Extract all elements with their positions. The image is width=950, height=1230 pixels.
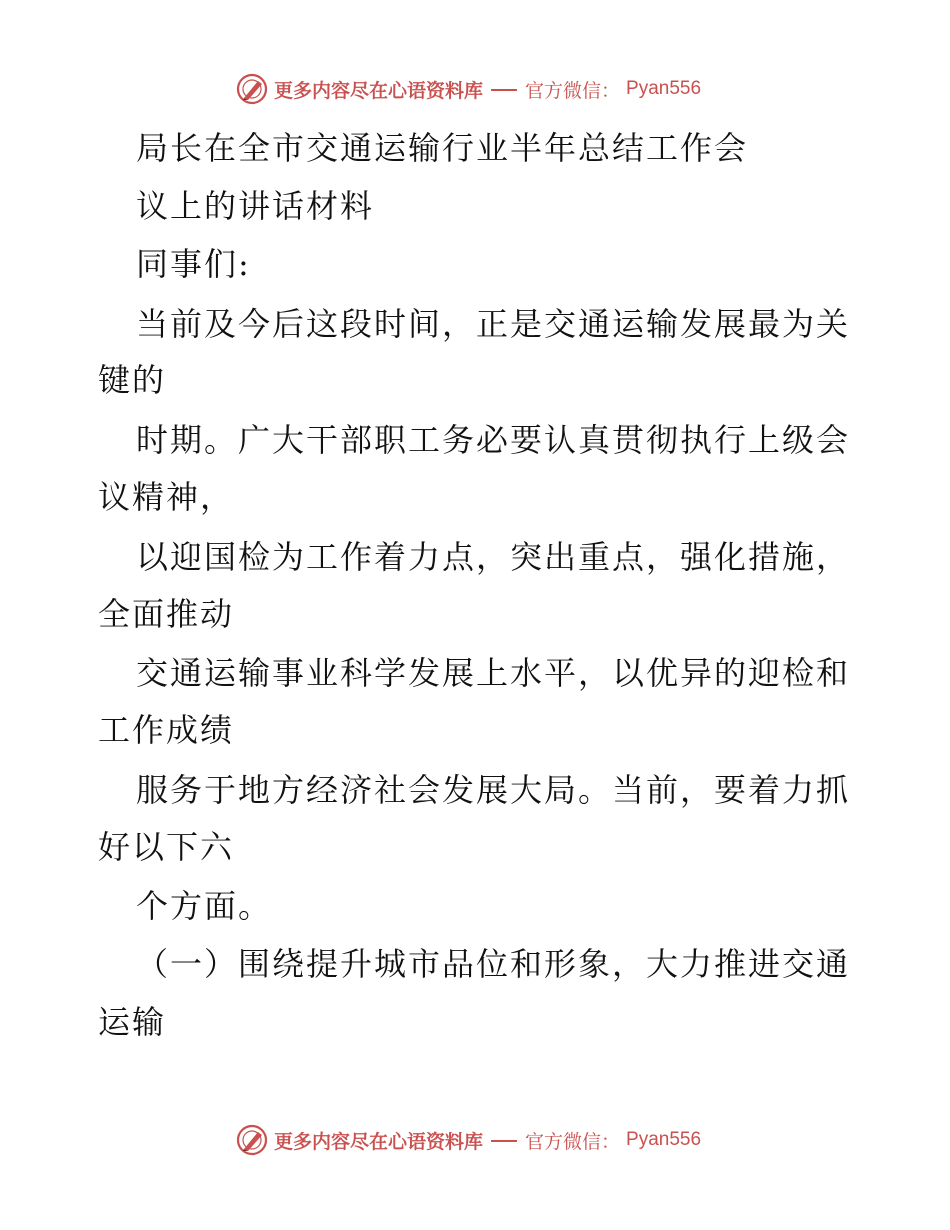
body-line: （一）围绕提升城市品位和形象，大力推进交通 xyxy=(136,945,851,983)
salutation: 同事们: xyxy=(136,245,251,283)
watermark-contact-label: 官方微信： xyxy=(525,1130,621,1153)
body-line: 运输 xyxy=(98,1003,167,1041)
watermark-contact-id: Pyan556 xyxy=(626,78,702,99)
body-line: 服务于地方经济社会发展大局。当前，要着力抓 xyxy=(136,771,851,809)
body-line: 键的 xyxy=(98,361,167,399)
body-line: 时期。广大干部职工务必要认真贯彻执行上级会 xyxy=(136,421,851,459)
document-title-line-2: 议上的讲话材料 xyxy=(136,187,375,225)
watermark-site-text: 更多内容尽在心语资料库 xyxy=(274,1130,484,1153)
pen-circle-logo-icon xyxy=(236,73,268,105)
watermark-contact-id: Pyan556 xyxy=(626,1129,702,1150)
watermark-contact-label: 官方微信： xyxy=(525,79,621,102)
body-line: 全面推动 xyxy=(98,595,235,633)
body-line: 议精神， xyxy=(98,478,235,516)
watermark-dash xyxy=(491,89,517,91)
watermark-dash xyxy=(491,1140,517,1142)
document-title-line-1: 局长在全市交通运输行业半年总结工作会 xyxy=(136,129,749,167)
body-line: 以迎国检为工作着力点，突出重点，强化措施， xyxy=(136,538,851,576)
body-line: 当前及今后这段时间，正是交通运输发展最为关 xyxy=(136,305,851,343)
body-line: 个方面。 xyxy=(136,887,273,925)
pen-circle-logo-icon xyxy=(236,1124,268,1156)
body-line: 好以下六 xyxy=(98,828,235,866)
header-watermark xyxy=(236,72,701,106)
footer-watermark xyxy=(236,1123,701,1157)
body-line: 交通运输事业科学发展上水平，以优异的迎检和 xyxy=(136,654,851,692)
watermark-site-text: 更多内容尽在心语资料库 xyxy=(274,79,484,102)
body-line: 工作成绩 xyxy=(98,711,235,749)
